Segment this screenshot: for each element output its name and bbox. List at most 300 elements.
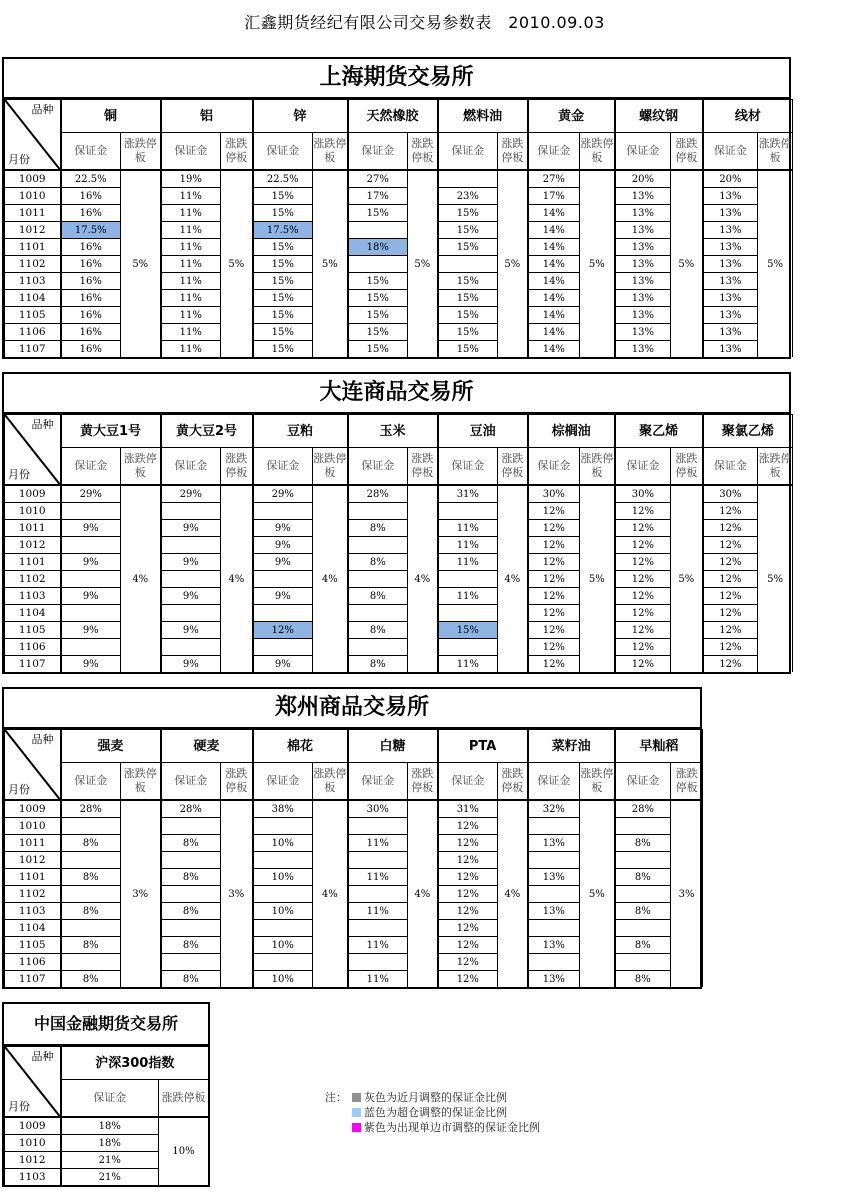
margin-cell <box>253 818 313 835</box>
document-title: 汇鑫期货经纪有限公司交易参数表 2010.09.03 <box>244 13 605 32</box>
margin-subheader: 保证金 <box>61 448 121 486</box>
margin-cell: 11% <box>161 256 221 273</box>
limit-subheader: 涨跌停板 <box>221 448 253 486</box>
price-limit-cell: 5% <box>408 170 438 357</box>
limit-subheader: 涨跌停板 <box>671 448 703 486</box>
month-cell: 1107 <box>5 971 61 988</box>
month-cell: 1107 <box>5 341 61 358</box>
margin-cell: 12% <box>438 937 498 954</box>
margin-cell: 14% <box>528 205 580 222</box>
price-limit-cell: 4% <box>221 485 253 672</box>
margin-subheader: 保证金 <box>703 133 758 171</box>
limit-subheader: 涨跌停板 <box>313 133 348 171</box>
corner-header <box>5 1047 61 1118</box>
month-cell: 1103 <box>5 588 61 605</box>
margin-cell <box>615 920 671 937</box>
limit-subheader: 涨跌停板 <box>121 448 161 486</box>
limit-subheader: 涨跌停板 <box>671 133 703 171</box>
margin-cell: 16% <box>61 341 121 358</box>
margin-cell <box>253 920 313 937</box>
margin-cell <box>253 571 313 588</box>
margin-cell: 17.5% <box>253 222 313 239</box>
margin-cell: 22.5% <box>61 170 121 188</box>
dce-section <box>2 372 791 674</box>
price-limit-cell: 4% <box>121 485 161 672</box>
margin-cell <box>348 571 408 588</box>
margin-cell: 15% <box>438 622 498 639</box>
margin-cell: 29% <box>253 485 313 503</box>
legend-row-blue <box>325 1105 540 1120</box>
margin-cell: 12% <box>615 605 671 622</box>
margin-cell: 12% <box>615 520 671 537</box>
margin-cell: 13% <box>528 971 580 988</box>
color-legend <box>325 1090 540 1135</box>
margin-cell: 13% <box>615 256 671 273</box>
margin-subheader: 保证金 <box>161 448 221 486</box>
margin-cell: 14% <box>528 341 580 358</box>
margin-cell: 20% <box>615 170 671 188</box>
margin-cell <box>61 818 121 835</box>
limit-subheader: 涨跌停板 <box>408 763 438 801</box>
margin-cell: 28% <box>161 800 221 818</box>
legend-text-blue: 蓝色为超仓调整的保证金比例 <box>364 1106 507 1119</box>
table-row <box>5 1117 209 1135</box>
margin-cell <box>161 920 221 937</box>
month-cell: 1102 <box>5 886 61 903</box>
margin-cell: 9% <box>61 554 121 571</box>
product-header: 沪深300指数 <box>61 1047 209 1080</box>
margin-cell: 12% <box>438 852 498 869</box>
margin-cell: 11% <box>438 520 498 537</box>
margin-subheader: 保证金 <box>253 763 313 801</box>
month-cell: 1104 <box>5 920 61 937</box>
price-limit-cell: 4% <box>408 800 438 987</box>
margin-cell <box>528 852 580 869</box>
limit-subheader: 涨跌停板 <box>758 133 793 171</box>
margin-cell <box>348 920 408 937</box>
margin-cell: 13% <box>703 290 758 307</box>
margin-cell: 27% <box>528 170 580 188</box>
product-header: 白糖 <box>348 730 438 763</box>
margin-subheader: 保证金 <box>348 448 408 486</box>
margin-cell: 11% <box>438 554 498 571</box>
margin-cell: 18% <box>348 239 408 256</box>
margin-cell <box>61 571 121 588</box>
margin-cell: 16% <box>61 239 121 256</box>
margin-cell: 13% <box>615 341 671 358</box>
margin-cell: 13% <box>528 937 580 954</box>
margin-cell: 11% <box>161 290 221 307</box>
product-header: 玉米 <box>348 415 438 448</box>
product-header: 黄大豆1号 <box>61 415 161 448</box>
margin-cell: 11% <box>348 937 408 954</box>
margin-cell: 8% <box>348 656 408 673</box>
margin-subheader: 保证金 <box>161 133 221 171</box>
margin-subheader: 保证金 <box>348 763 408 801</box>
margin-cell: 16% <box>61 256 121 273</box>
margin-cell: 31% <box>438 800 498 818</box>
product-header: 黄金 <box>528 100 615 133</box>
corner-month-label: 月份 <box>8 153 30 166</box>
margin-cell <box>438 503 498 520</box>
margin-cell: 12% <box>438 954 498 971</box>
product-header: PTA <box>438 730 528 763</box>
margin-cell: 12% <box>528 571 580 588</box>
margin-cell: 9% <box>61 622 121 639</box>
margin-cell: 15% <box>348 307 408 324</box>
margin-cell: 23% <box>438 188 498 205</box>
margin-cell: 13% <box>703 239 758 256</box>
margin-cell: 12% <box>703 605 758 622</box>
month-cell: 1106 <box>5 954 61 971</box>
month-cell: 1101 <box>5 554 61 571</box>
margin-cell <box>161 954 221 971</box>
price-limit-cell: 5% <box>671 485 703 672</box>
margin-cell: 15% <box>438 222 498 239</box>
margin-cell <box>348 537 408 554</box>
month-cell: 1107 <box>5 656 61 673</box>
dce-margin-table <box>4 414 793 672</box>
margin-cell <box>348 222 408 239</box>
corner-product-label: 品种 <box>31 103 54 116</box>
margin-cell: 12% <box>528 537 580 554</box>
limit-subheader: 涨跌停板 <box>221 133 253 171</box>
margin-cell: 11% <box>161 205 221 222</box>
product-header: 聚乙烯 <box>615 415 703 448</box>
price-limit-cell: 4% <box>498 485 528 672</box>
margin-cell <box>528 954 580 971</box>
margin-cell: 10% <box>253 835 313 852</box>
margin-cell: 8% <box>161 835 221 852</box>
margin-cell: 13% <box>615 222 671 239</box>
margin-cell: 13% <box>528 835 580 852</box>
margin-cell <box>61 605 121 622</box>
product-header: 铝 <box>161 100 253 133</box>
margin-cell: 12% <box>528 656 580 673</box>
margin-cell: 12% <box>438 920 498 937</box>
margin-cell: 13% <box>528 903 580 920</box>
product-header: 锌 <box>253 100 348 133</box>
product-header: 黄大豆2号 <box>161 415 253 448</box>
price-limit-cell: 5% <box>121 170 161 357</box>
margin-cell <box>438 170 498 188</box>
corner-month-label: 月份 <box>8 1100 30 1113</box>
month-cell: 1010 <box>5 818 61 835</box>
margin-cell: 8% <box>61 903 121 920</box>
margin-subheader: 保证金 <box>61 763 121 801</box>
margin-cell: 12% <box>703 622 758 639</box>
margin-cell: 12% <box>253 622 313 639</box>
margin-cell: 22.5% <box>253 170 313 188</box>
margin-subheader: 保证金 <box>528 763 580 801</box>
margin-cell: 12% <box>615 537 671 554</box>
margin-cell: 14% <box>528 256 580 273</box>
margin-cell: 12% <box>703 571 758 588</box>
margin-cell: 30% <box>703 485 758 503</box>
limit-subheader: 涨跌停板 <box>121 763 161 801</box>
margin-cell: 9% <box>253 537 313 554</box>
margin-cell <box>253 605 313 622</box>
margin-cell: 13% <box>615 273 671 290</box>
margin-cell: 11% <box>348 903 408 920</box>
product-header: 豆粕 <box>253 415 348 448</box>
margin-cell: 8% <box>348 554 408 571</box>
margin-cell: 8% <box>161 971 221 988</box>
product-header: 菜籽油 <box>528 730 615 763</box>
margin-cell: 8% <box>615 937 671 954</box>
exchange-title: 中国金融期货交易所 <box>4 1004 208 1046</box>
margin-subheader: 保证金 <box>615 448 671 486</box>
legend-row-gray <box>325 1090 540 1105</box>
limit-subheader: 涨跌停板 <box>498 763 528 801</box>
legend-text-magenta: 紫色为出现单边市调整的保证金比例 <box>364 1121 540 1134</box>
margin-cell <box>528 920 580 937</box>
margin-cell: 17.5% <box>61 222 121 239</box>
margin-cell: 29% <box>61 485 121 503</box>
margin-cell: 15% <box>348 273 408 290</box>
margin-subheader: 保证金 <box>615 133 671 171</box>
margin-cell: 12% <box>528 622 580 639</box>
month-cell: 1011 <box>5 520 61 537</box>
margin-cell: 15% <box>438 273 498 290</box>
margin-cell <box>438 605 498 622</box>
margin-cell: 11% <box>161 222 221 239</box>
table-row <box>5 800 703 818</box>
month-cell: 1102 <box>5 256 61 273</box>
margin-cell <box>438 639 498 656</box>
month-cell: 1101 <box>5 239 61 256</box>
cffex-margin-table <box>4 1046 209 1185</box>
margin-cell <box>348 852 408 869</box>
month-cell: 1101 <box>5 869 61 886</box>
margin-cell: 15% <box>253 324 313 341</box>
limit-subheader: 涨跌停板 <box>758 448 793 486</box>
margin-cell <box>348 639 408 656</box>
price-limit-cell: 4% <box>408 485 438 672</box>
limit-subheader: 涨跌停板 <box>498 133 528 171</box>
margin-cell: 13% <box>703 307 758 324</box>
margin-cell: 10% <box>253 903 313 920</box>
margin-cell <box>348 886 408 903</box>
month-cell: 1012 <box>5 1152 61 1169</box>
margin-cell <box>253 954 313 971</box>
margin-cell: 14% <box>528 290 580 307</box>
margin-subheader: 保证金 <box>61 1080 159 1118</box>
margin-cell <box>348 256 408 273</box>
margin-cell <box>61 639 121 656</box>
margin-cell: 12% <box>438 835 498 852</box>
margin-cell: 8% <box>348 588 408 605</box>
margin-cell: 20% <box>703 170 758 188</box>
margin-cell: 8% <box>348 622 408 639</box>
margin-cell: 11% <box>161 324 221 341</box>
margin-cell: 15% <box>438 341 498 358</box>
margin-cell: 10% <box>253 869 313 886</box>
margin-cell: 13% <box>703 341 758 358</box>
margin-cell: 13% <box>703 256 758 273</box>
margin-cell: 12% <box>615 622 671 639</box>
margin-cell <box>61 852 121 869</box>
magenta-square-icon <box>352 1123 361 1132</box>
margin-cell: 12% <box>615 588 671 605</box>
table-row <box>5 485 793 503</box>
margin-cell: 11% <box>438 537 498 554</box>
margin-cell: 8% <box>348 520 408 537</box>
margin-cell: 8% <box>61 835 121 852</box>
margin-cell: 9% <box>61 588 121 605</box>
limit-subheader: 涨跌停板 <box>498 448 528 486</box>
margin-cell: 13% <box>703 188 758 205</box>
margin-cell: 8% <box>615 869 671 886</box>
margin-subheader: 保证金 <box>161 763 221 801</box>
legend-row-magenta <box>325 1120 540 1135</box>
margin-cell: 18% <box>61 1135 159 1152</box>
exchange-title: 上海期货交易所 <box>4 59 789 99</box>
shfe-section <box>2 57 791 359</box>
margin-cell: 8% <box>161 937 221 954</box>
month-cell: 1103 <box>5 903 61 920</box>
margin-cell: 8% <box>161 869 221 886</box>
margin-cell <box>161 639 221 656</box>
month-cell: 1105 <box>5 937 61 954</box>
product-header: 硬麦 <box>161 730 253 763</box>
limit-subheader: 涨跌停板 <box>580 133 615 171</box>
margin-subheader: 保证金 <box>438 763 498 801</box>
margin-cell: 15% <box>348 324 408 341</box>
margin-cell: 12% <box>703 588 758 605</box>
margin-cell: 15% <box>253 239 313 256</box>
product-header: 聚氯乙烯 <box>703 415 793 448</box>
month-cell: 1012 <box>5 537 61 554</box>
margin-cell: 11% <box>438 656 498 673</box>
exchange-title: 大连商品交易所 <box>4 374 789 414</box>
margin-cell: 16% <box>61 205 121 222</box>
margin-cell: 9% <box>161 622 221 639</box>
limit-subheader: 涨跌停板 <box>671 763 703 801</box>
margin-subheader: 保证金 <box>253 448 313 486</box>
limit-subheader: 涨跌停板 <box>313 448 348 486</box>
margin-cell: 15% <box>253 273 313 290</box>
margin-cell: 13% <box>615 188 671 205</box>
month-cell: 1104 <box>5 290 61 307</box>
margin-cell: 38% <box>253 800 313 818</box>
margin-cell: 21% <box>61 1152 159 1169</box>
margin-cell: 15% <box>438 205 498 222</box>
margin-cell: 12% <box>528 503 580 520</box>
margin-cell: 12% <box>615 554 671 571</box>
limit-subheader: 涨跌停板 <box>408 133 438 171</box>
margin-cell <box>348 954 408 971</box>
margin-cell: 9% <box>61 520 121 537</box>
margin-cell: 15% <box>348 290 408 307</box>
margin-cell: 12% <box>615 656 671 673</box>
margin-cell: 15% <box>253 307 313 324</box>
cffex-section <box>2 1002 210 1187</box>
margin-cell: 12% <box>528 588 580 605</box>
margin-cell: 11% <box>348 971 408 988</box>
margin-cell <box>61 503 121 520</box>
margin-cell <box>615 954 671 971</box>
limit-subheader: 涨跌停板 <box>121 133 161 171</box>
corner-header <box>5 100 61 171</box>
margin-cell: 15% <box>348 205 408 222</box>
margin-cell: 8% <box>61 937 121 954</box>
margin-cell: 11% <box>161 341 221 358</box>
margin-cell: 12% <box>438 869 498 886</box>
margin-cell <box>161 818 221 835</box>
margin-cell <box>161 503 221 520</box>
margin-cell: 8% <box>615 971 671 988</box>
margin-cell <box>161 605 221 622</box>
product-header: 棕榈油 <box>528 415 615 448</box>
price-limit-cell: 5% <box>498 170 528 357</box>
margin-cell: 15% <box>253 290 313 307</box>
margin-cell: 12% <box>703 503 758 520</box>
margin-cell: 28% <box>61 800 121 818</box>
margin-cell: 12% <box>528 520 580 537</box>
margin-cell: 9% <box>161 656 221 673</box>
month-cell: 1009 <box>5 170 61 188</box>
margin-cell <box>61 954 121 971</box>
margin-cell: 31% <box>438 485 498 503</box>
month-cell: 1106 <box>5 639 61 656</box>
margin-cell: 12% <box>615 503 671 520</box>
margin-cell <box>61 537 121 554</box>
margin-cell <box>161 886 221 903</box>
margin-cell: 15% <box>348 341 408 358</box>
margin-cell <box>615 852 671 869</box>
margin-cell <box>61 920 121 937</box>
margin-cell: 13% <box>703 205 758 222</box>
margin-cell: 15% <box>253 341 313 358</box>
margin-cell: 9% <box>61 656 121 673</box>
margin-cell: 8% <box>61 971 121 988</box>
margin-cell: 18% <box>61 1117 159 1135</box>
price-limit-cell: 5% <box>221 170 253 357</box>
corner-product-label: 品种 <box>31 418 54 431</box>
margin-cell <box>615 818 671 835</box>
margin-cell: 21% <box>61 1169 159 1186</box>
product-header: 天然橡胶 <box>348 100 438 133</box>
margin-cell: 28% <box>348 485 408 503</box>
margin-cell: 9% <box>253 656 313 673</box>
margin-cell: 9% <box>253 520 313 537</box>
margin-cell <box>348 605 408 622</box>
margin-cell: 16% <box>61 188 121 205</box>
margin-cell: 15% <box>438 324 498 341</box>
margin-cell: 15% <box>438 239 498 256</box>
month-cell: 1104 <box>5 605 61 622</box>
margin-subheader: 保证金 <box>615 763 671 801</box>
margin-cell: 13% <box>615 290 671 307</box>
margin-cell: 13% <box>528 869 580 886</box>
product-header: 豆油 <box>438 415 528 448</box>
margin-cell: 14% <box>528 307 580 324</box>
margin-cell: 9% <box>253 554 313 571</box>
margin-cell: 16% <box>61 290 121 307</box>
margin-cell <box>161 537 221 554</box>
month-cell: 1011 <box>5 835 61 852</box>
margin-cell: 11% <box>161 307 221 324</box>
price-limit-cell: 3% <box>121 800 161 987</box>
margin-cell: 15% <box>253 188 313 205</box>
month-cell: 1105 <box>5 307 61 324</box>
margin-subheader: 保证金 <box>438 448 498 486</box>
margin-cell <box>253 503 313 520</box>
corner-month-label: 月份 <box>8 783 30 796</box>
month-cell: 1012 <box>5 222 61 239</box>
margin-cell: 11% <box>348 869 408 886</box>
